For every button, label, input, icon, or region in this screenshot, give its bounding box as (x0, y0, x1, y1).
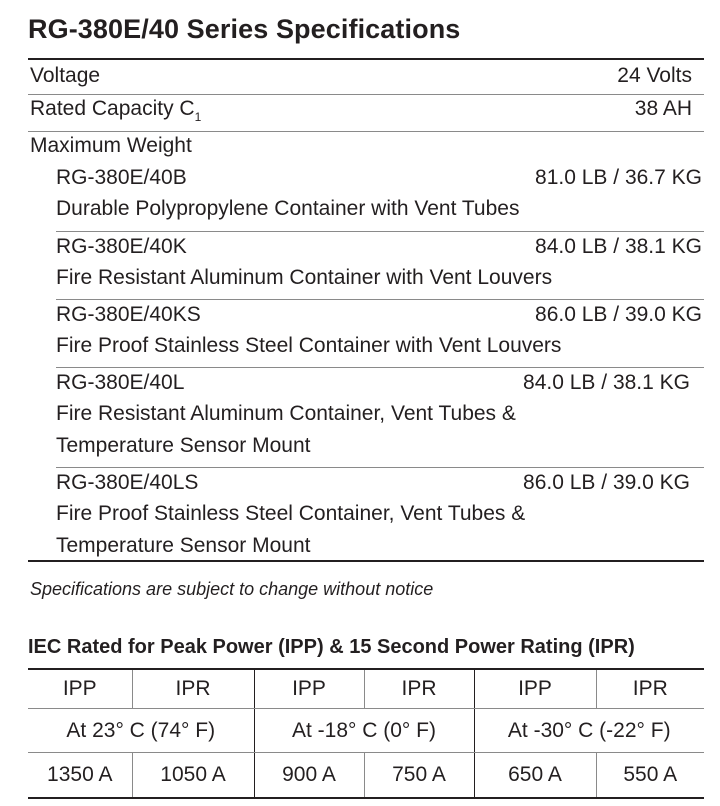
max-weight-label: Maximum Weight (30, 134, 192, 157)
disclaimer-note: Specifications are subject to change without notice (30, 579, 434, 599)
model-name: RG-380E/40B (56, 166, 187, 189)
iec-header-row (28, 669, 704, 709)
model-description: Fire Proof Stainless Steel Container with Vent Louvers (56, 334, 562, 357)
model-row-40b (56, 166, 704, 232)
model-weight: 84.0 LB / 38.1 KG (535, 235, 702, 258)
model-weight: 86.0 LB / 39.0 KG (535, 303, 702, 326)
model-description: Fire Proof Stainless Steel Container, Vent Tubes & Temperature Sensor Mount (56, 502, 526, 557)
max-weight-row (28, 132, 704, 166)
iec-condition-cell: At 23° C (74° F) (28, 709, 254, 753)
page-title: RG-380E/40 Series Specifications (28, 14, 461, 44)
iec-value-cell: 1350 A (28, 753, 132, 799)
model-row-40l (56, 368, 704, 468)
iec-value-cell: 900 A (254, 753, 364, 799)
model-name: RG-380E/40L (56, 371, 185, 394)
iec-header-cell: IPR (596, 669, 704, 709)
iec-value-row (28, 753, 704, 799)
model-row-40k (56, 232, 704, 300)
iec-value-cell: 550 A (596, 753, 704, 799)
iec-header-cell: IPP (254, 669, 364, 709)
capacity-subscript: 1 (194, 110, 202, 124)
model-weight: 81.0 LB / 36.7 KG (535, 166, 702, 189)
iec-condition-cell: At -30° C (-22° F) (474, 709, 704, 753)
model-name: RG-380E/40KS (56, 303, 201, 326)
iec-section-title: IEC Rated for Peak Power (IPP) & 15 Second Power Rating (IPR) (28, 636, 635, 658)
iec-value-cell: 650 A (474, 753, 596, 799)
iec-condition-row (28, 709, 704, 753)
iec-header-cell: IPP (474, 669, 596, 709)
iec-header-cell: IPP (28, 669, 132, 709)
model-weight: 84.0 LB / 38.1 KG (523, 371, 690, 394)
model-weight: 86.0 LB / 39.0 KG (523, 471, 690, 494)
model-description: Durable Polypropylene Container with Vent Tubes (56, 197, 520, 220)
voltage-label: Voltage (30, 64, 101, 87)
specifications-table (28, 58, 704, 562)
iec-condition-cell: At -18° C (0° F) (254, 709, 474, 753)
iec-header-cell: IPR (364, 669, 474, 709)
iec-value-cell: 750 A (364, 753, 474, 799)
capacity-row (28, 95, 704, 132)
model-description: Fire Resistant Aluminum Container with Vent Louvers (56, 266, 553, 289)
iec-rating-table (28, 668, 704, 799)
model-row-40ks (56, 300, 704, 368)
capacity-value: 38 AH (634, 97, 692, 120)
model-row-40ls (28, 468, 704, 562)
iec-value-cell: 1050 A (132, 753, 254, 799)
model-name: RG-380E/40K (56, 235, 187, 258)
iec-header-cell: IPR (132, 669, 254, 709)
voltage-row (28, 58, 704, 95)
capacity-label: Rated Capacity $C_1$ (30, 97, 202, 124)
voltage-value: 24 Volts (617, 64, 692, 87)
model-description: Fire Resistant Aluminum Container, Vent Tubes & Temperature Sensor Mount (56, 402, 516, 457)
model-name: RG-380E/40LS (56, 471, 199, 494)
